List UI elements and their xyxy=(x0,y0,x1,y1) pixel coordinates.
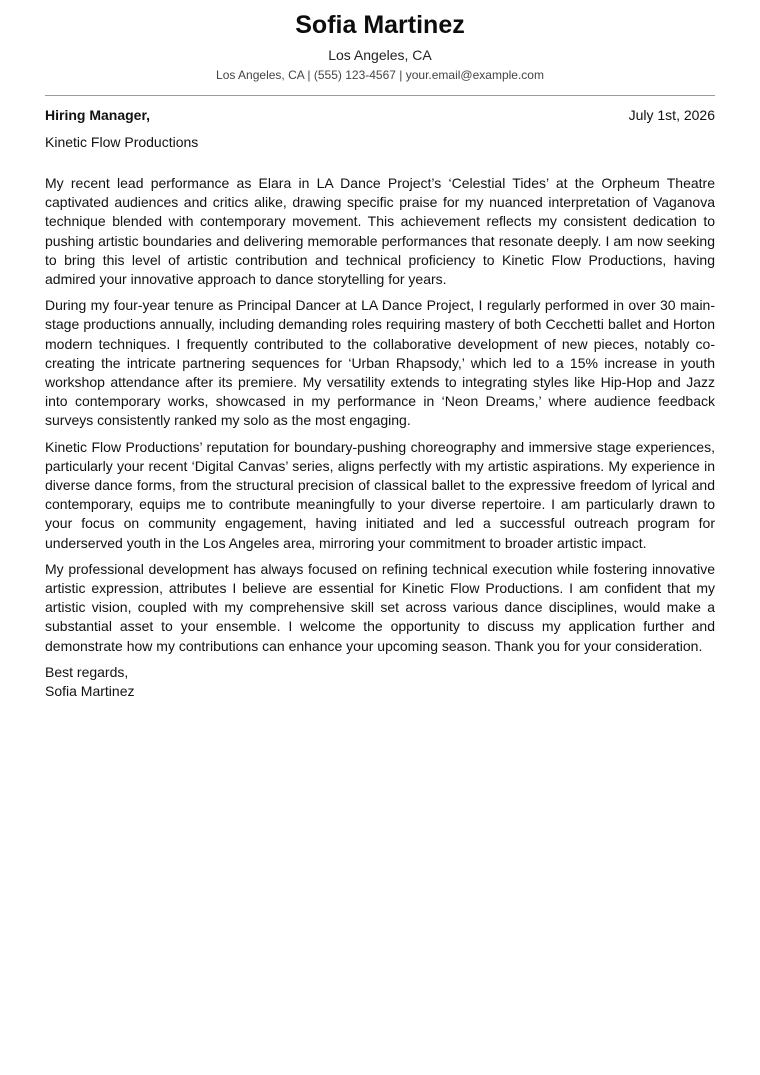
salutation-row xyxy=(45,106,715,124)
closing-block xyxy=(45,663,715,701)
body-paragraph-2: During my four-year tenure as Principal Dancer at LA Dance Project, I regularly performed in over 30 main-stage productions annually, including demanding roles requiring mastery of both Cecchetti ballet and Horton modern techniques. I frequently contributed to the collaborative development of new pieces, notably co-creating the intricate partnering sequences for ‘Urban Rhapsody,’ which led to a 15% increase in youth workshop attendance after its premiere. My versatility extends to integrating styles like Hip-Hop and Jazz into contemporary works, showcased in my performance in ‘Neon Dreams,’ where audience feedback surveys consistently ranked my solo as the most engaging. xyxy=(45,297,715,429)
company-name: Kinetic Flow Productions xyxy=(45,134,199,150)
recipient-salutation: Hiring Manager, xyxy=(45,107,151,123)
letter-date: July 1st, 2026 xyxy=(628,107,715,123)
cover-letter-page xyxy=(45,0,715,701)
closing-phrase: Best regards, xyxy=(45,663,129,680)
body-paragraph-1: My recent lead performance as Elara in LA Dance Project’s ‘Celestial Tides’ at the Orpheum Theatre captivated audiences and critics alike, drawing specific praise for my nuanced interpretation of Vaganova technique blended with contemporary movement. This achievement reflects my consistent dedication to pushing artistic boundaries and delivering memorable performances that resonate deeply. I am now seeking to bring this level of artistic contribution and technical proficiency to Kinetic Flow Productions, having admired your innovative approach to dance storytelling for years. xyxy=(45,175,715,288)
letter-body xyxy=(45,174,715,656)
applicant-location: Los Angeles, CA xyxy=(328,47,432,63)
applicant-name: Sofia Martinez xyxy=(295,11,465,39)
body-paragraph-4: My professional development has always focused on refining technical execution while fostering innovative artistic expression, attributes I believe are essential for Kinetic Flow Productions. I am confident that my artistic vision, coupled with my comprehensive skill set across various dance disciplines, would make a substantial asset to your ensemble. I welcome the opportunity to discuss my application further and demonstrate how my contributions can enhance your upcoming season. Thank you for your consideration. xyxy=(45,560,715,654)
header-divider xyxy=(45,95,715,96)
body-paragraph-3: Kinetic Flow Productions’ reputation for boundary-pushing choreography and immersive stage experiences, particularly your recent ‘Digital Canvas’ series, aligns perfectly with my artistic aspirations. My experience in diverse dance forms, from the structural precision of classical ballet to the expressive freedom of lyrical and contemporary, equips me to contribute meaningfully to your diverse repertoire. I am particularly drawn to your focus on community engagement, having initiated and led a successful outreach program for underserved youth in the Los Angeles area, mirroring your commitment to broader artistic impact. xyxy=(45,438,715,551)
signature-name: Sofia Martinez xyxy=(45,683,135,700)
contact-line: Los Angeles, CA | (555) 123-4567 | your.email@example.com xyxy=(216,68,544,82)
